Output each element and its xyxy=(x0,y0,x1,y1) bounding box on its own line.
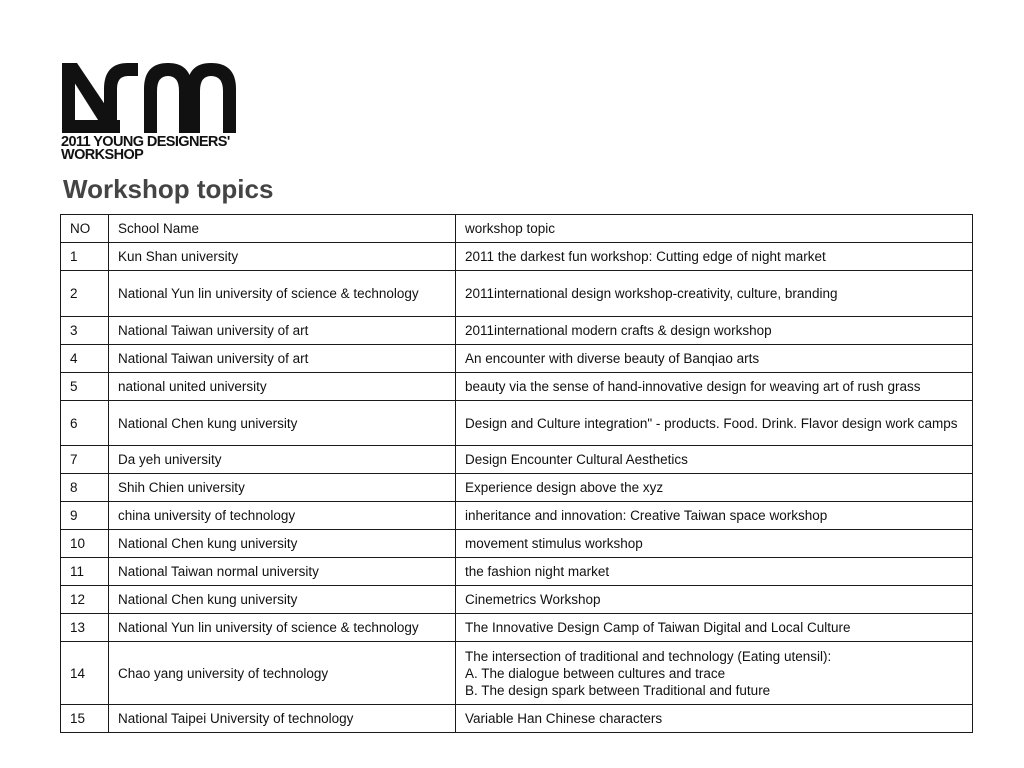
table-row xyxy=(61,243,973,271)
cell-topic xyxy=(456,530,973,558)
ydw-logo-mark xyxy=(60,61,240,135)
table-row xyxy=(61,474,973,502)
ydw-logo xyxy=(60,61,240,165)
cell-topic xyxy=(456,474,973,502)
cell-topic xyxy=(456,614,973,642)
cell-school: National Chen kung university xyxy=(109,586,456,614)
topic-line: The Innovative Design Camp of Taiwan Digital and Local Culture xyxy=(465,620,851,635)
workshop-topics-table xyxy=(60,214,973,733)
cell-no: 8 xyxy=(61,474,109,502)
topic-line: A. The dialogue between cultures and trace xyxy=(465,665,726,681)
cell-school: National Chen kung university xyxy=(109,401,456,446)
topic-line: beauty via the sense of hand-innovative design for weaving art of rush grass xyxy=(465,379,921,394)
table-row xyxy=(61,642,973,705)
cell-school: Kun Shan university xyxy=(109,243,456,271)
cell-no: 9 xyxy=(61,502,109,530)
cell-school: china university of technology xyxy=(109,502,456,530)
cell-topic xyxy=(456,705,973,733)
header-workshop-topic: workshop topic xyxy=(456,215,973,243)
table-row xyxy=(61,614,973,642)
cell-no: 10 xyxy=(61,530,109,558)
table-row xyxy=(61,530,973,558)
topic-line: movement stimulus workshop xyxy=(465,536,643,551)
topic-line: Design and Culture integration" - products. Food. Drink. Flavor design work camps xyxy=(465,415,958,431)
cell-no: 11 xyxy=(61,558,109,586)
table-row xyxy=(61,373,973,401)
cell-no: 2 xyxy=(61,271,109,317)
cell-topic xyxy=(456,502,973,530)
cell-topic xyxy=(456,586,973,614)
page-title: Workshop topics xyxy=(63,174,274,204)
cell-topic xyxy=(456,446,973,474)
cell-school: National Taiwan university of art xyxy=(109,345,456,373)
cell-school: Chao yang university of technology xyxy=(109,642,456,705)
topic-line: Experience design above the xyz xyxy=(465,480,664,495)
cell-school: national united university xyxy=(109,373,456,401)
cell-no: 6 xyxy=(61,401,109,446)
cell-school: Da yeh university xyxy=(109,446,456,474)
header-no: NO xyxy=(61,215,109,243)
topic-line: 2011international design workshop-creativity, culture, branding xyxy=(465,286,838,301)
cell-no: 15 xyxy=(61,705,109,733)
topic-line: Design Encounter Cultural Aesthetics xyxy=(465,452,688,467)
cell-school: National Taipei University of technology xyxy=(109,705,456,733)
header-school-name: School Name xyxy=(109,215,456,243)
topic-line: The intersection of traditional and technology (Eating utensil): xyxy=(465,648,832,664)
topic-line: B. The design spark between Traditional and future xyxy=(465,682,771,698)
cell-school: National Chen kung university xyxy=(109,530,456,558)
topic-line: 2011international modern crafts & design workshop xyxy=(465,323,772,338)
cell-topic xyxy=(456,271,973,317)
cell-no: 5 xyxy=(61,373,109,401)
cell-no: 7 xyxy=(61,446,109,474)
cell-topic xyxy=(456,401,973,446)
cell-no: 1 xyxy=(61,243,109,271)
table-row xyxy=(61,345,973,373)
cell-school: Shih Chien university xyxy=(109,474,456,502)
cell-no: 3 xyxy=(61,317,109,345)
cell-no: 13 xyxy=(61,614,109,642)
topic-line: the fashion night market xyxy=(465,564,610,579)
table-row xyxy=(61,502,973,530)
topic-line: Variable Han Chinese characters xyxy=(465,711,663,726)
logo-text-line-2: WORKSHOP xyxy=(61,147,144,163)
topic-line: Cinemetrics Workshop xyxy=(465,592,601,607)
cell-no: 12 xyxy=(61,586,109,614)
cell-topic xyxy=(456,317,973,345)
cell-topic xyxy=(456,243,973,271)
cell-topic xyxy=(456,373,973,401)
table-row xyxy=(61,271,973,317)
cell-topic xyxy=(456,642,973,705)
topic-line: inheritance and innovation: Creative Taiwan space workshop xyxy=(465,508,828,523)
table-row xyxy=(61,401,973,446)
cell-school: National Taiwan normal university xyxy=(109,558,456,586)
cell-topic xyxy=(456,558,973,586)
cell-school: National Yun lin university of science & technology xyxy=(109,614,456,642)
table-header-row xyxy=(61,215,973,243)
cell-no: 4 xyxy=(61,345,109,373)
table-row xyxy=(61,446,973,474)
table-row xyxy=(61,317,973,345)
topic-line: 2011 the darkest fun workshop: Cutting edge of night market xyxy=(465,249,826,264)
cell-no: 14 xyxy=(61,642,109,705)
cell-topic xyxy=(456,345,973,373)
table-row xyxy=(61,558,973,586)
topic-line: An encounter with diverse beauty of Banqiao arts xyxy=(465,351,760,366)
table-row xyxy=(61,586,973,614)
cell-school: National Taiwan university of art xyxy=(109,317,456,345)
logo-text-line-1: 2011 YOUNG DESIGNERS' xyxy=(61,134,230,150)
cell-school: National Yun lin university of science & technology xyxy=(109,271,456,317)
table-row xyxy=(61,705,973,733)
